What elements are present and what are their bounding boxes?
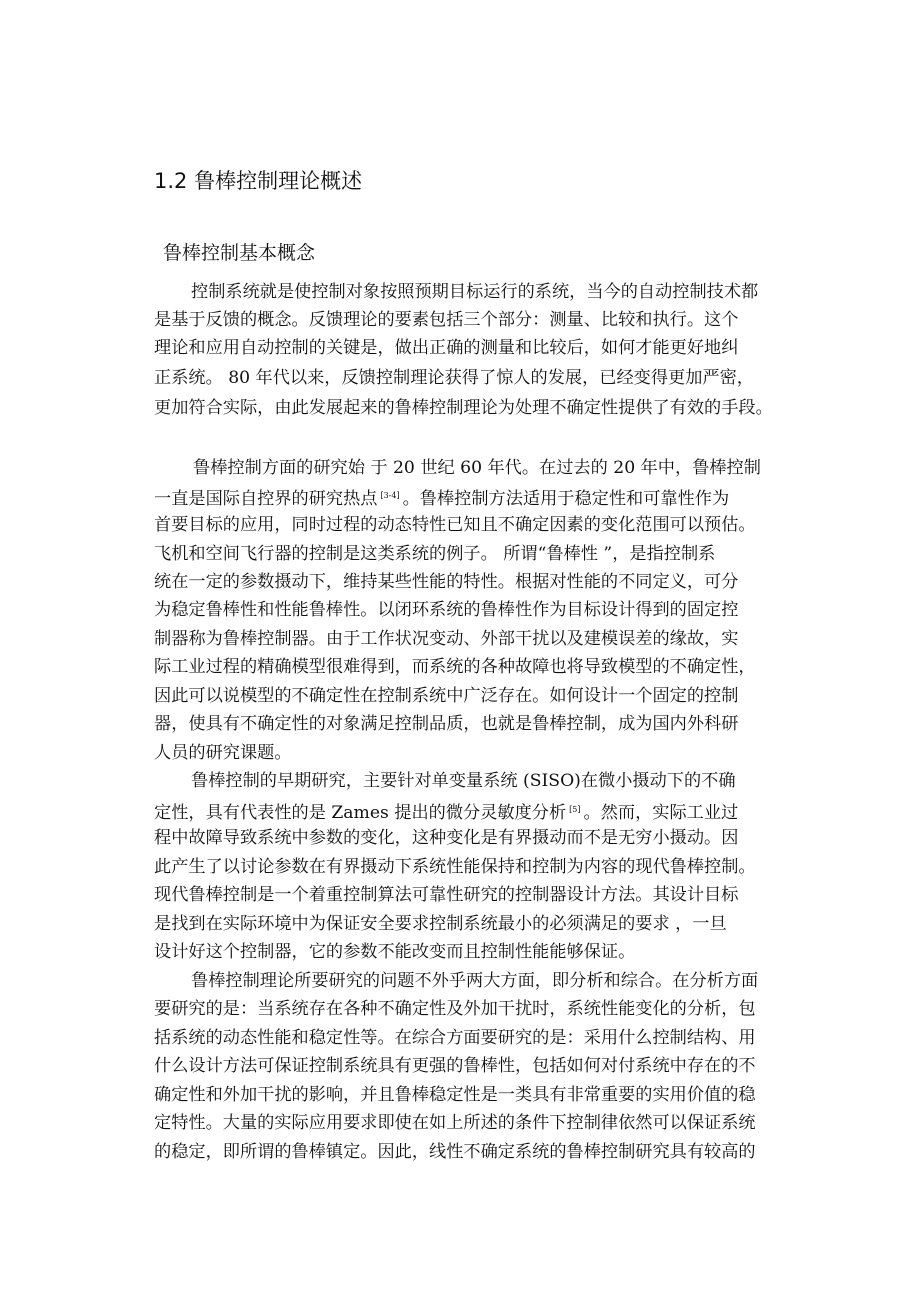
text-line: 定特性。大量的实际应用要求即使在如上所述的条件下控制律依然可以保证系统: [154, 1113, 756, 1133]
text-line: 控制系统就是使控制对象按照预期目标运行的系统，当今的自动控制技术都: [191, 282, 759, 302]
text-line: 更加符合实际，由此发展起来的鲁棒控制理论为处理不确定性提供了有效的手段。: [154, 398, 773, 418]
text-line: 器，使具有不确定性的对象满足控制品质，也就是鲁棒控制，成为国内外科研: [154, 714, 739, 734]
text-line: 际工业过程的精确模型很难得到，而系统的各种故障也将导致模型的不确定性，: [154, 657, 756, 677]
text-line: 是基于反馈的概念。反馈理论的要素包括三个部分：测量、比较和执行。这个: [154, 310, 739, 330]
section-title: 1.2 鲁棒控制理论概述: [154, 169, 363, 193]
text-line-with-citation: [154, 484, 729, 511]
text-line: 括系统的动态性能和稳定性等。在综合方面要研究的是：采用什么控制结构、用: [154, 1028, 756, 1048]
text-line: 统在一定的参数摄动下，维持某些性能的特性。根据对性能的不同定义，可分: [154, 572, 739, 592]
line-text-tail: 。鲁棒控制方法适用于稳定性和可靠性作为: [402, 489, 730, 509]
subsection-title: 鲁棒控制基本概念: [163, 242, 316, 264]
text-line: 鲁棒控制的早期研究，主要针对单变量系统 (SISO)在微小摄动下的不确: [191, 771, 736, 791]
text-line: 要研究的是：当系统存在各种不确定性及外加干扰时，系统性能变化的分析，包: [154, 999, 756, 1019]
text-line: 理论和应用自动控制的关键是，做出正确的测量和比较后，如何才能更好地纠: [154, 338, 739, 358]
line-text: 定性，具有代表性的是 Zames 提出的微分灵敏度分析: [154, 803, 567, 823]
text-line: 是找到在实际环境中为保证安全要求控制系统最小的必须满足的要求 ，一旦: [154, 914, 727, 934]
text-line: 正系统。 80 年代以来，反馈控制理论获得了惊人的发展，已经变得更加严密，: [154, 368, 754, 388]
text-line: 首要目标的应用，同时过程的动态特性已知且不确定因素的变化范围可以预估。: [154, 515, 756, 535]
text-line: 鲁棒控制方面的研究始 于 20 世纪 60 年代。在过去的 20 年中，鲁棒控制: [193, 458, 761, 478]
line-text-tail: 。然而，实际工业过: [583, 803, 739, 823]
text-line: 确定性和外加干扰的影响，并且鲁棒稳定性是一类具有非常重要的实用价值的稳: [154, 1085, 756, 1105]
text-line: 程中故障导致系统中参数的变化，这种变化是有界摄动而不是无穷小摄动。因: [154, 828, 739, 848]
citation-marker: [3-4]: [380, 491, 400, 500]
text-line: 为稳定鲁棒性和性能鲁棒性。以闭环系统的鲁棒性作为目标设计得到的固定控: [154, 600, 739, 620]
text-line: 飞机和空间飞行器的控制是这类系统的例子。 所谓“鲁棒性 ”，是指控制系: [154, 544, 716, 564]
citation-marker: [5]: [569, 805, 581, 814]
text-line: 此产生了以讨论参数在有界摄动下系统性能保持和控制为内容的现代鲁棒控制。: [154, 857, 756, 877]
text-line-with-citation: [154, 798, 738, 825]
text-line: 鲁棒控制理论所要研究的问题不外乎两大方面，即分析和综合。在分析方面: [191, 971, 759, 991]
text-line: 什么设计方法可保证控制系统具有更强的鲁棒性，包括如何对付系统中存在的不: [154, 1056, 756, 1076]
text-line: 设计好这个控制器，它的参数不能改变而且控制性能能够保证。: [154, 942, 636, 962]
text-line: 制器称为鲁棒控制器。由于工作状况变动、外部干扰以及建模误差的缘故，实: [154, 629, 739, 649]
text-line: 人员的研究课题。: [154, 743, 292, 763]
line-text: 一直是国际自控界的研究热点: [154, 489, 378, 509]
text-line: 因此可以说模型的不确定性在控制系统中广泛存在。如何设计一个固定的控制: [154, 686, 739, 706]
text-line: 现代鲁棒控制是一个着重控制算法可靠性研究的控制器设计方法。其设计目标: [154, 885, 739, 905]
text-line: 的稳定，即所谓的鲁棒镇定。因此，线性不确定系统的鲁棒控制研究具有较高的: [154, 1142, 756, 1162]
